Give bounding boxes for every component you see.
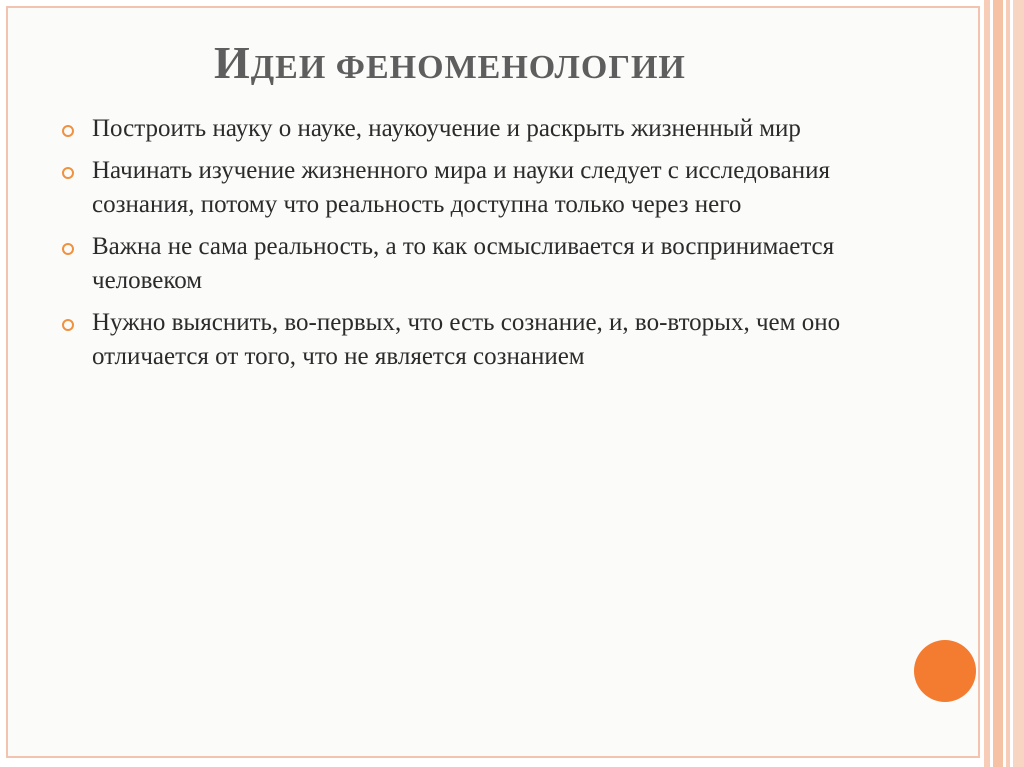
bullet-ring-icon (62, 125, 74, 137)
bullet-ring-icon (62, 243, 74, 255)
bullet-text: Важна не сама реальность, а то как осмысливается и воспринимается человеком (92, 233, 835, 294)
bullet-item (62, 306, 882, 374)
bullet-text: Начинать изучение жизненного мира и науки следует с исследования сознания, потому что реальность доступна только через него (92, 157, 831, 218)
decor-stripe (1013, 0, 1024, 767)
decor-stripe (993, 0, 1003, 767)
bullet-item (62, 154, 882, 222)
bullet-item (62, 112, 882, 146)
bullet-ring-icon (62, 319, 74, 331)
bullet-text: Построить науку о науке, наукоучение и раскрыть жизненный мир (92, 115, 801, 142)
decor-stripe (984, 0, 990, 767)
bullet-text: Нужно выяснить, во-первых, что есть сознание, и, во-вторых, чем оно отличается от того, что не является сознанием (92, 309, 841, 370)
slide-title (214, 38, 686, 93)
bullet-list (62, 112, 882, 382)
title-rest: ДЕИ ФЕНОМЕНОЛОГИИ (250, 49, 686, 86)
orange-circle-icon (914, 640, 976, 702)
bullet-item (62, 230, 882, 298)
title-cap: И (214, 37, 251, 88)
bullet-ring-icon (62, 167, 74, 179)
decor-stripe (1006, 0, 1010, 767)
